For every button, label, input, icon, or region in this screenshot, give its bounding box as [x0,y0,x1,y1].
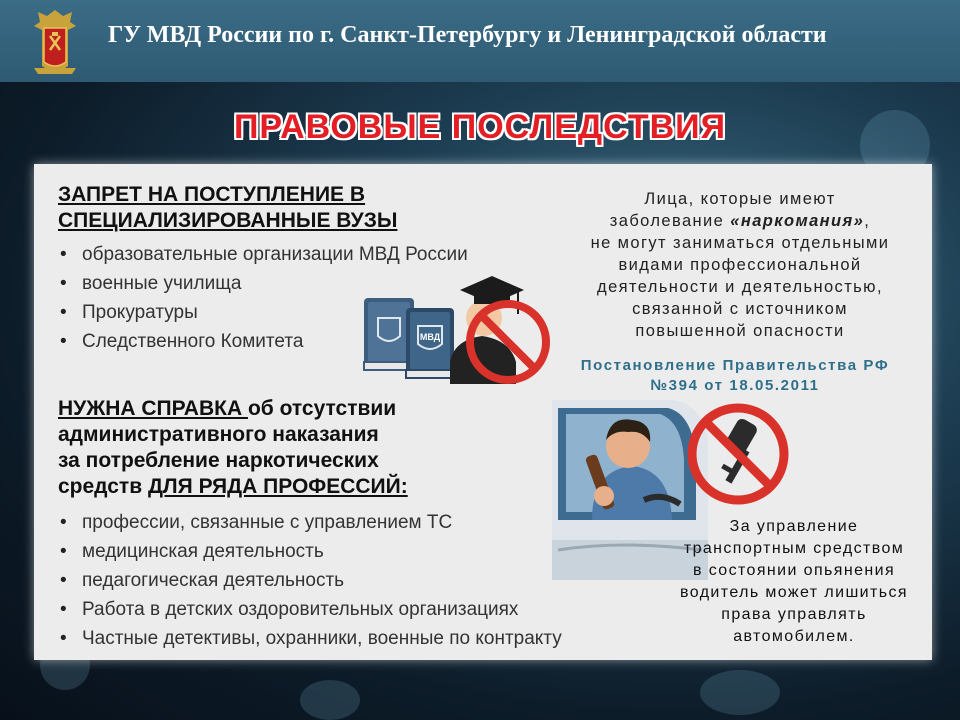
main-title: ПРАВОВЫЕ ПОСЛЕДСТВИЯ [233,108,727,146]
info-line: , [864,212,871,230]
list-item: • Прокуратуры [58,298,468,327]
info-line: Лица, которые имеют [644,190,836,208]
emblem-icon [20,6,90,78]
list-item: • медицинская деятельность [58,537,562,566]
section2-heading-emphasis: НУЖНА СПРАВКА [58,397,248,420]
section1-heading [58,182,397,234]
list-item: • Работа в детских оздоровительных организациях [58,595,562,624]
info-line: не могут заниматься отдельными [590,234,890,252]
section2-heading-text: об отсутствии [247,397,397,420]
driving-line: За управление [729,518,859,535]
header-bar [0,0,960,82]
list-item: • Частные детективы, охранники, военные по контракту [58,624,562,653]
info-line: повышенной опасности [635,322,845,340]
list-item: • профессии, связанные с управлением ТС [58,508,562,537]
section1-heading-line2: СПЕЦИАЛИЗИРОВАННЫЕ ВУЗЫ [58,209,398,232]
car-key-prohibition [682,398,794,510]
list-item: • образовательные организации МВД России [58,240,468,269]
book-label: МВД [419,332,441,342]
info-text [552,188,928,342]
info-line: заболевание [609,212,731,230]
bokeh-light [300,680,360,720]
info-line: видами профессиональной [618,256,862,274]
section2-heading-line4-emphasis: ДЛЯ РЯДА ПРОФЕССИЙ: [147,475,408,498]
info-line: связанной с источником [632,300,848,318]
info-quote: «наркомания» [730,212,865,230]
driving-line: автомобилем. [733,628,855,645]
driving-line: транспортным средством [683,540,905,557]
list-item: • Следственного Комитета [58,327,468,356]
section1-heading-line1: ЗАПРЕТ НА ПОСТУПЛЕНИЕ В [58,183,366,206]
decree-line1: Постановление Правительства РФ [580,357,890,374]
bokeh-light [700,670,780,715]
header-title: ГУ МВД России по г. Санкт-Петербургу и Ленинградской области [108,22,827,48]
info-line: деятельности и деятельностью, [597,278,883,296]
section2-heading-line3: за потребление наркотических [58,449,379,472]
decree-reference [540,356,930,396]
graduate-icon [450,276,524,384]
driving-text [650,516,938,648]
section2-heading-line4-start: средств [58,475,148,498]
section2-heading [58,396,408,500]
books-icon [364,298,454,378]
driving-line: в состоянии опьянения [692,562,896,579]
list-item: • педагогическая деятельность [58,566,562,595]
decree-line2: №394 от 18.05.2011 [650,377,820,394]
driving-line: права управлять [721,606,867,623]
list-item: • военные училища [58,269,468,298]
books-graduate-illustration [360,262,550,384]
section2-list [58,508,562,653]
driving-line: водитель может лишиться [680,584,908,601]
section2-heading-line2: административного наказания [58,423,379,446]
